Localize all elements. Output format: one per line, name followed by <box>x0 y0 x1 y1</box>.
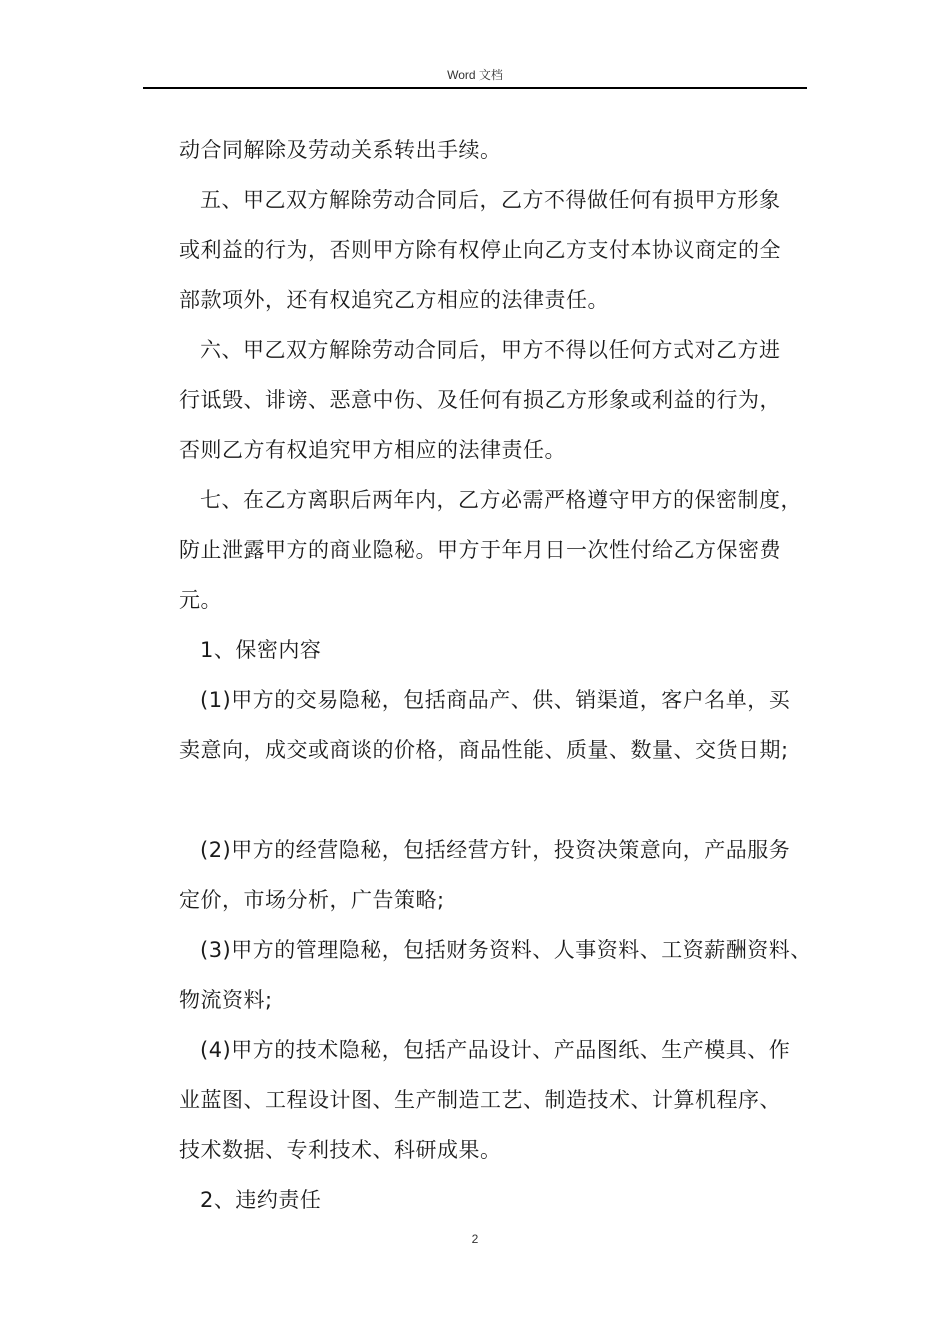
paragraph-clause-six: 六、甲乙双方解除劳动合同后，甲方不得以任何方式对乙方进 行诋毁、诽谤、恶意中伤、及任何有损乙方形象或利益的行为， 否则乙方有权追究甲方相应的法律责任。 <box>179 338 781 462</box>
document-body <box>179 125 819 1225</box>
section-heading-confidential-content: 1、保密内容 <box>200 638 322 662</box>
header-divider <box>143 87 807 89</box>
paragraph-clause-five: 五、甲乙双方解除劳动合同后，乙方不得做任何有损甲方形象 或利益的行为，否则甲方除有权停止向乙方支付本协议商定的全 部款项外，还有权追究乙方相应的法律责任。 <box>179 188 781 312</box>
paragraph-technical-secrets: (4)甲方的技术隐秘，包括产品设计、产品图纸、生产模具、作 业蓝图、工程设计图、生产制造工艺、制造技术、计算机程序、 技术数据、专利技术、科研成果。 <box>179 1038 791 1162</box>
blank-line <box>179 775 819 825</box>
page-number: 2 <box>471 1232 479 1246</box>
paragraph-management-secrets: (3)甲方的管理隐秘，包括财务资料、人事资料、工资薪酬资料、 物流资料; <box>179 938 812 1012</box>
page-header: Word 文档 <box>447 68 503 82</box>
paragraph-trade-secrets: (1)甲方的交易隐秘，包括商品产、供、销渠道，客户名单，买 卖意向，成交或商谈的价格，商品性能、质量、数量、交货日期; <box>179 688 791 762</box>
paragraph-contract-termination-continued: 动合同解除及劳动关系转出手续。 <box>179 138 502 162</box>
section-heading-breach-liability: 2、违约责任 <box>200 1188 322 1212</box>
paragraph-business-secrets: (2)甲方的经营隐秘，包括经营方针，投资决策意向，产品服务 定价，市场分析，广告策略; <box>179 838 791 912</box>
paragraph-clause-seven: 七、在乙方离职后两年内，乙方必需严格遵守甲方的保密制度， 防止泄露甲方的商业隐秘。甲方于年月日一次性付给乙方保密费 元。 <box>179 488 802 612</box>
